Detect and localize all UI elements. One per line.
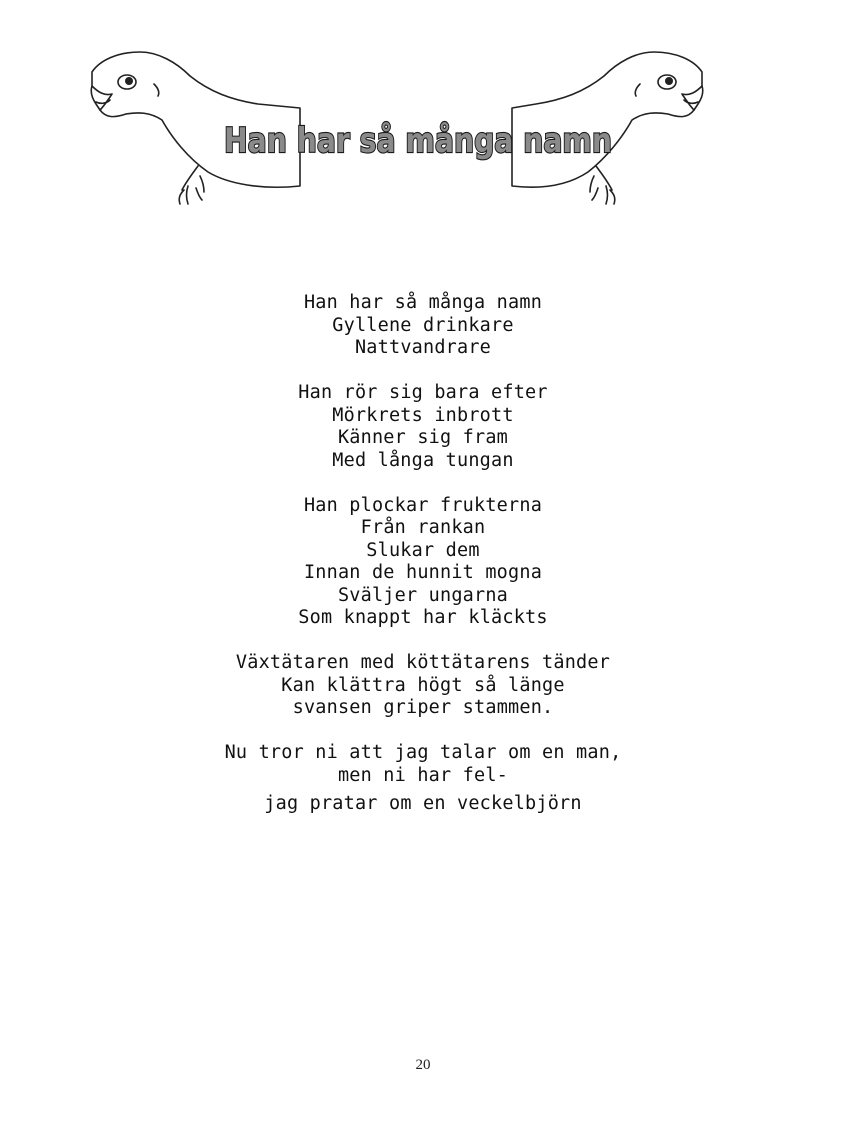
page-title bbox=[218, 108, 618, 168]
poem-line: Han plockar frukterna bbox=[303, 494, 543, 516]
poem-line: Innan de hunnit mogna bbox=[303, 562, 543, 583]
poem-line: Växtätaren med köttätarens tänder bbox=[235, 652, 611, 673]
poem-line: Sväljer ungarna bbox=[337, 584, 509, 606]
poem bbox=[0, 292, 846, 816]
poem-line: svansen griper stammen. bbox=[292, 697, 554, 718]
poem-line: Han rör sig bara efter bbox=[298, 382, 548, 403]
poem-line: Mörkrets inbrott bbox=[332, 404, 514, 426]
poem-line: men ni har fel- bbox=[337, 764, 509, 786]
poem-line: Kan klättra högt så länge bbox=[281, 674, 565, 696]
poem-line: Från rankan bbox=[360, 517, 486, 538]
svg-text:Han har så många namn: Han har så många namn bbox=[224, 121, 612, 161]
poem-line: Med långa tungan bbox=[332, 449, 514, 471]
stanza-5 bbox=[0, 742, 846, 816]
poem-line: Han har så många namn bbox=[303, 292, 543, 313]
stanza-4 bbox=[0, 652, 846, 720]
stanza-1 bbox=[0, 292, 846, 360]
poem-line: jag pratar om en veckelbjörn bbox=[264, 793, 582, 814]
stanza-2 bbox=[0, 382, 846, 472]
poem-line: Slukar dem bbox=[366, 539, 480, 561]
poem-line: Känner sig fram bbox=[337, 427, 509, 448]
stanza-3 bbox=[0, 495, 846, 630]
poem-line: Som knappt har kläckts bbox=[298, 607, 548, 628]
poem-line: Nu tror ni att jag talar om en man, bbox=[224, 742, 622, 763]
page-number: 20 bbox=[415, 1057, 431, 1073]
poem-line: Nattvandrare bbox=[354, 337, 492, 358]
poem-line: Gyllene drinkare bbox=[332, 314, 514, 336]
